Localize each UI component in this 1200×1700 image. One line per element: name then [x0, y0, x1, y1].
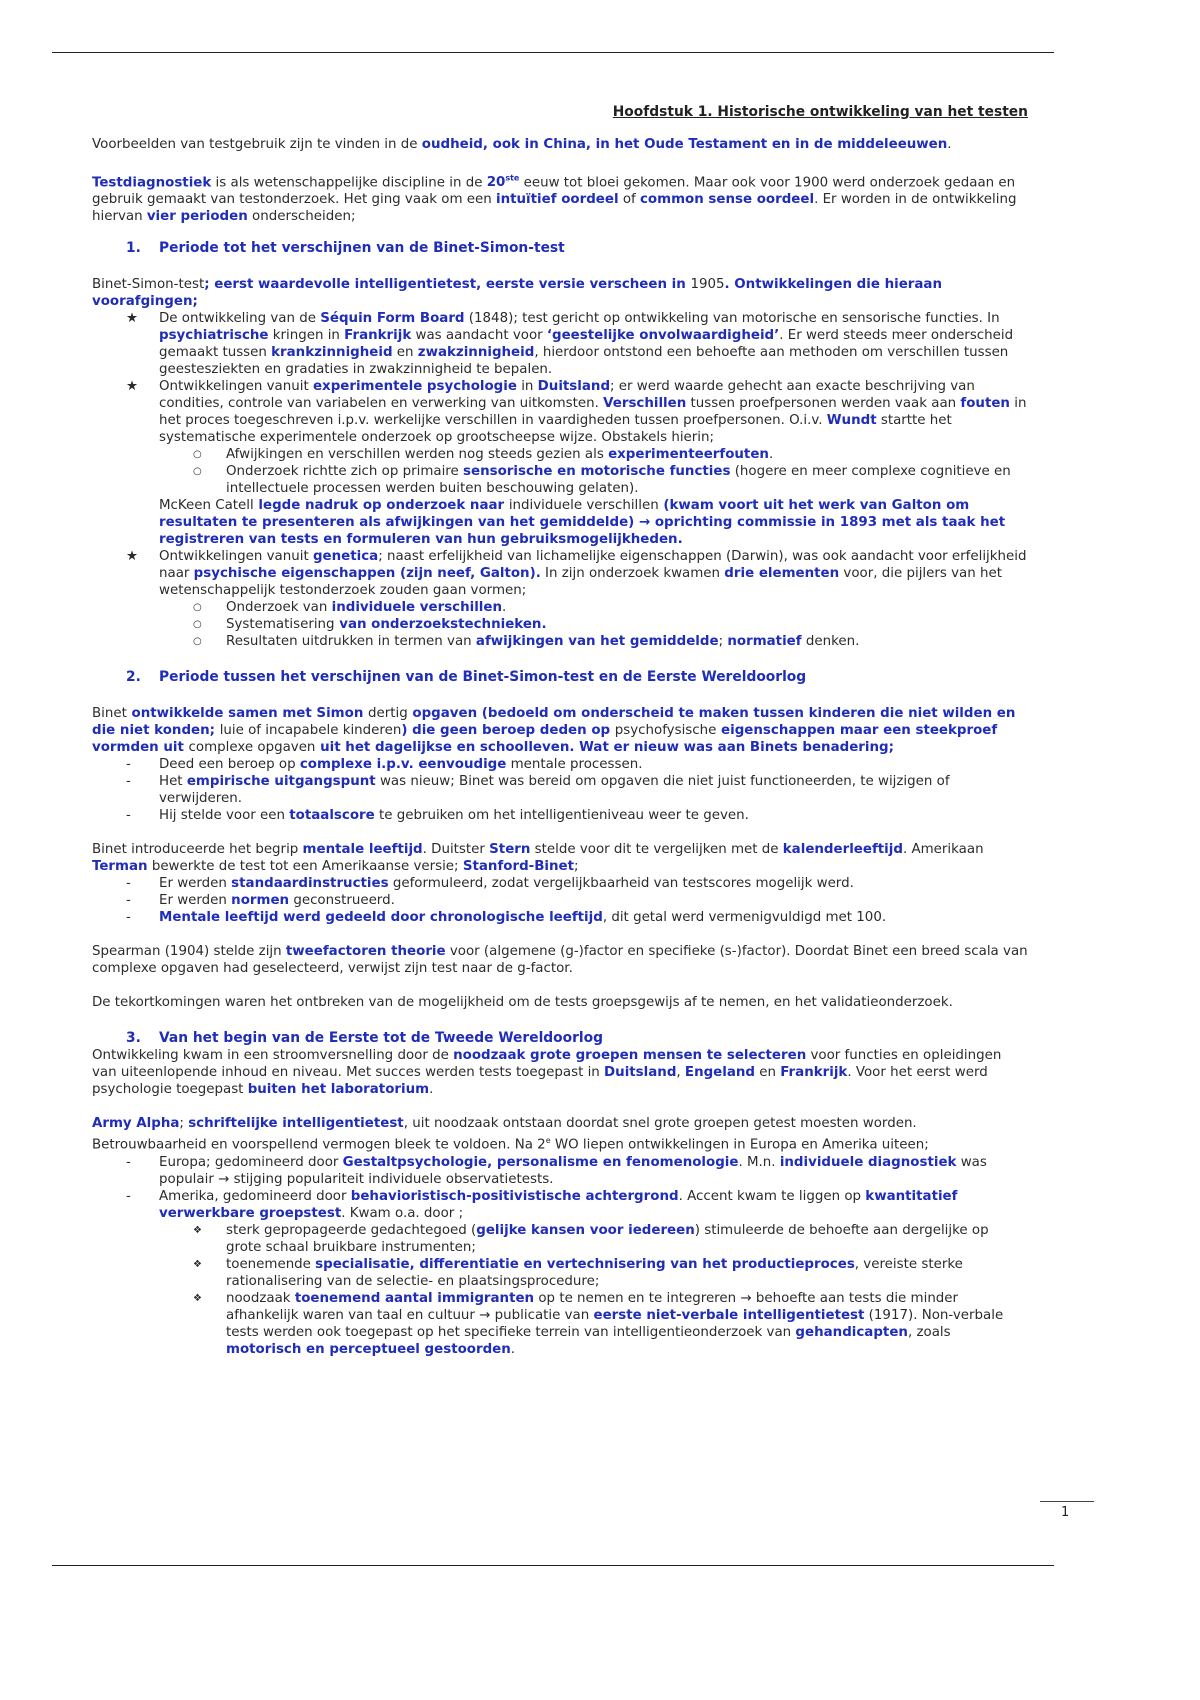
text: ; naast erfelijkheid van lichamelijke eigenschappen (Darwin), was ook aandacht voor erfelijkheid naar [159, 549, 1027, 582]
intro-paragraph-1 [92, 136, 1028, 153]
term: zwakzinnigheid [417, 345, 535, 361]
term: psychiatrische [159, 328, 269, 344]
term: Wundt [826, 413, 877, 429]
list-item: - Amerika, gedomineerd door behavioristisch-positivistische achtergrond. Accent kwam te liggen op kwantitatief verwerkbare groepstest. Kwam o.a. door ; ❖ sterk gepropageerde gedachtegoed (gelijke kansen voor iedereen) stimuleerde de behoefte aan dergelijke op grote schaal bruikbare instrumenten; ❖ toenemende specialisatie, differentiatie en vertechnisering van het productieproces, vereiste sterke rationalisering van de selectie- en plaatsingsprocedure; ❖ noodzaak toenemend aantal immigranten op te nemen en te integreren → behoefte aan tests die minder afhankelijk waren van taal en cultuur → publicatie van eerste niet-verbale intelligentietest (1917). Non-verbale tests werden ook toegepast op het specifieke terrein van intelligentieonderzoek van gehandicapten, zoals motorisch en perceptueel gestoorden. [92, 1188, 1028, 1358]
chapter-title: Hoofdstuk 1. Historische ontwikkeling van het testen [612, 104, 1028, 120]
text: dertig [368, 706, 408, 722]
section-heading-1: 1. Periode tot het verschijnen van de Binet-Simon-test [126, 240, 565, 257]
term: (kwam voort uit het werk van Galton om resultaten te presenteren als afwijkingen van het gemiddelde) → oprichting commissie in 1893 met als taak het registreren van tests en formuleren van hun gebruiksmogelijkheden. [159, 498, 1006, 548]
text: . M.n. [738, 1154, 780, 1170]
text: Binet-Simon-test [92, 277, 205, 293]
term: behavioristisch-positivistische achtergrond [350, 1188, 679, 1204]
text: De ontwikkeling van de [159, 311, 321, 327]
section-heading-3: 3. Van het begin van de Eerste tot de Tweede Wereldoorlog [126, 1030, 604, 1047]
text: was nieuw; Binet was bereid om opgaven die niet juist functioneerden, te wijzigen of verwijderen. [159, 774, 950, 807]
term: individuele verschillen [331, 600, 503, 616]
text: . [947, 137, 952, 152]
text: stelde voor dit te vergelijken met de [530, 842, 783, 858]
text: tussen proefpersonen werden vaak aan [686, 396, 961, 412]
term: ontwikkelde samen met Simon [126, 706, 369, 722]
section-2-list-1 [92, 756, 1028, 824]
term: totaalscore [289, 808, 375, 824]
text: denken. [801, 634, 860, 650]
list-item: ○ Systematisering van onderzoekstechnieken. [193, 617, 547, 633]
list-item: - Er werden standaardinstructies geformuleerd, zodat vergelijkbaarheid van testscores mogelijk werd. [126, 876, 854, 892]
section-3-paragraph-1 [92, 1047, 1028, 1098]
section-2-list-2 [92, 875, 1028, 926]
term: standaardinstructies [231, 876, 389, 892]
text: Systematisering [226, 617, 335, 633]
term: eigenschappen maar een steekproef vormden uit [92, 723, 998, 756]
term: Engeland [684, 1065, 756, 1081]
text: Binet [92, 706, 127, 722]
list-item: ○ Onderzoek richtte zich op primaire sensorische en motorische functies (hogere en meer complexe cognitieve en intellectuele processen werden buiten beschouwing gelaten). [193, 464, 1011, 497]
term: Duitsland [537, 379, 611, 395]
section-2-paragraph-4 [92, 994, 1028, 1011]
section-1-bullets [92, 310, 1028, 650]
list-item: - Hij stelde voor een totaalscore te gebruiken om het intelligentieniveau weer te geven. [126, 808, 749, 824]
text: . Accent kwam te liggen op [678, 1188, 866, 1204]
term: eerste niet-verbale intelligentietest [593, 1307, 865, 1323]
text: Spearman (1904) stelde zijn [92, 944, 286, 960]
term: Verschillen [603, 396, 687, 412]
text: in [516, 379, 538, 395]
text: psychofysische [614, 723, 717, 739]
term: Frankrijk [344, 328, 412, 344]
term: fouten [960, 396, 1010, 412]
list-item: - Mentale leeftijd werd gedeeld door chronologische leeftijd, dit getal werd vermenigvuldigd met 100. [126, 910, 887, 926]
term: empirische uitgangspunt [186, 774, 376, 790]
section-3-paragraph-2: Army Alpha; schriftelijke intelligentietest, uit noodzaak ontstaan doordat snel grote groepen getest moesten worden. Betrouwbaarheid en voorspellend vermogen bleek te voldoen. Na 2e WO liepen ontwikkelingen in Europa en Amerika uiteen; [92, 1116, 929, 1153]
term: vier perioden [146, 209, 248, 225]
list-item: - Europa; gedomineerd door Gestaltpsychologie, personalisme en fenomenologie. M.n. individuele diagnostiek was populair → stijging populariteit individuele observatietests. [126, 1154, 987, 1187]
text: toenemende [226, 1256, 316, 1272]
text: McKeen Catell [159, 498, 254, 514]
term: common sense oordeel [639, 192, 815, 208]
text: . Amerikaan [902, 842, 984, 858]
text: . Er werd steeds meer onderscheid gemaakt tussen [159, 328, 1014, 361]
term: sensorische en motorische functies [463, 464, 731, 480]
section-2-paragraph-3 [92, 943, 1028, 977]
text: Voorbeelden van testgebruik zijn te vinden in de [92, 137, 422, 152]
term: toenemend aantal immigranten [294, 1290, 535, 1306]
term: uit het dagelijkse en schoolleven. Wat er nieuw was aan Binets benadering; [315, 740, 894, 756]
term: 20ste [486, 174, 520, 191]
text: . [429, 1082, 434, 1098]
term: ‘geestelijke onvolwaardigheid’ [546, 328, 780, 344]
term: individuele diagnostiek [779, 1154, 957, 1170]
text: Afwijkingen en verschillen werden nog steeds gezien als [226, 447, 609, 463]
list-item: - Deed een beroep op complexe i.p.v. eenvoudige mentale processen. [126, 757, 643, 773]
text: voor (algemene (g-)factor en specifieke (s-)factor). Doordat Binet een breed scala van complexe opgaven had geselecteerd, verwijst zijn test naar de g-factor. [92, 944, 1028, 977]
list-item: ★ De ontwikkeling van de Séquin Form Board (1848); test gericht op ontwikkeling van motorische en sensorische functies. In psychiatrische kringen in Frankrijk was aandacht voor ‘geestelijke onvolwaardigheid’. Er werd steeds meer onderscheid gemaakt tussen krankzinnigheid en zwakzinnigheid, hierdoor ontstond een behoefte aan methoden om verschillen tussen geestesziekten en gradaties in zwakzinnigheid te bepalen. [126, 311, 1014, 378]
text: complexe opgaven [188, 740, 316, 756]
text: luie of incapabele kinderen [219, 723, 402, 739]
document-body [92, 104, 1028, 1358]
text: individuele verschillen [508, 498, 659, 514]
text: noodzaak [226, 1290, 295, 1306]
text: 1905 [690, 277, 725, 293]
text: Resultaten uitdrukken in termen van [226, 634, 476, 650]
section-1-intro [92, 276, 1028, 310]
text: Er werden [159, 876, 232, 892]
term: noodzaak grote groepen mensen te selecteren [453, 1048, 807, 1064]
text: Hij stelde voor een [159, 808, 290, 824]
text: en [755, 1065, 781, 1081]
list-item: ○ Afwijkingen en verschillen werden nog steeds gezien als experimenteerfouten. [193, 447, 774, 463]
term: Séquin Form Board [320, 311, 465, 327]
text: in het proces toegeschreven i.p.v. werkelijke verschillen in vaardigheden tussen proefpersonen. O.i.v. [159, 396, 1027, 429]
term: van onderzoekstechnieken. [334, 617, 547, 633]
term: legde nadruk op onderzoek naar [253, 498, 509, 514]
text: Amerika, gedomineerd door [159, 1188, 351, 1204]
list-item: ❖ noodzaak toenemend aantal immigranten op te nemen en te integreren → behoefte aan tests die minder afhankelijk waren van taal en cultuur → publicatie van eerste niet-verbale intelligentietest (1917). Non-verbale tests werden ook toegepast op het specifieke terrein van intelligentieonderzoek van gehandicapten, zoals motorisch en perceptueel gestoorden. [193, 1290, 1004, 1357]
page-number: 1 [1061, 1505, 1070, 1520]
section-2-paragraph-2 [92, 841, 1028, 875]
term: oudheid, ook in China, in het Oude Testament en in de middeleeuwen [421, 137, 948, 152]
text: ; er werd waarde gehecht aan exacte beschrijving van condities, controle van variabelen en verwerking van uitkomsten. [159, 379, 975, 412]
term: normatief [727, 634, 802, 650]
text: voor functies en opleidingen van uiteenlopende inhoud en niveau. Met succes werden tests toegepast in [92, 1048, 1002, 1081]
page-number-rule [1040, 1501, 1094, 1502]
text: Ontwikkeling kwam in een stroomversnelling door de [92, 1048, 454, 1064]
text: Ontwikkelingen vanuit [159, 549, 313, 565]
term: drie elementen [724, 566, 840, 582]
text: . [768, 447, 774, 463]
text: en [392, 345, 418, 361]
term: afwijkingen van het gemiddelde [475, 634, 719, 650]
list-item: ○ Onderzoek van individuele verschillen. [193, 600, 507, 616]
text: voor, die pijlers van het wetenschappelijk testonderzoek zouden gaan vormen; [159, 566, 1002, 599]
term: ; eerst waardevolle intelligentietest, eerste versie verscheen in [204, 277, 691, 293]
section-heading-2: 2. Periode tussen het verschijnen van de Binet-Simon-test en de Eerste Wereldoorlog [126, 669, 807, 686]
text: mentale processen. [506, 757, 643, 773]
term: gehandicapten [795, 1324, 908, 1340]
text: (1917). Non-verbale tests werden ook toegepast op het specifieke terrein van intelligentieonderzoek van [226, 1307, 1004, 1340]
term: Duitsland [604, 1065, 677, 1081]
list-item: - Het empirische uitgangspunt was nieuw; Binet was bereid om opgaven die niet juist functioneerden, te wijzigen of verwijderen. [126, 774, 950, 807]
text: was populair → stijging populariteit individuele observatietests. [159, 1154, 987, 1187]
header-rule [52, 52, 1054, 53]
term: Gestaltpsychologie, personalisme en fenomenologie [342, 1154, 739, 1170]
list-item: ❖ toenemende specialisatie, differentiatie en vertechnisering van het productieproces, vereiste sterke rationalisering van de selectie- en plaatsingsprocedure; [193, 1256, 963, 1289]
text: In zijn onderzoek kwamen [540, 566, 725, 582]
term: opgaven (bedoeld om onderscheid te maken tussen kinderen die niet wilden en die niet konden; [92, 706, 1016, 739]
text: Er werden [159, 893, 232, 909]
text: , [676, 1065, 685, 1081]
term: Frankrijk [780, 1065, 848, 1081]
text: geformuleerd, zodat vergelijkbaarheid van testscores mogelijk werd. [388, 876, 854, 892]
term: ) die geen beroep deden op [401, 723, 615, 739]
text: sterk gepropageerde gedachtegoed ( [226, 1222, 477, 1238]
text: , vereiste sterke rationalisering van de selectie- en plaatsingsprocedure; [226, 1256, 963, 1289]
text: Europa; gedomineerd door [159, 1154, 343, 1170]
text: . [502, 600, 507, 616]
term: intuïtief oordeel [496, 192, 619, 208]
term: experimentele psychologie [312, 379, 517, 395]
term: Stanford-Binet [462, 859, 575, 875]
text: . [510, 1341, 516, 1357]
term: genetica [312, 549, 379, 565]
list-item: ○ Resultaten uitdrukken in termen van afwijkingen van het gemiddelde; normatief denken. [193, 634, 860, 650]
text: ; [574, 859, 579, 875]
footer-rule [52, 1565, 1054, 1566]
text: . Kwam o.a. door ; [341, 1205, 464, 1221]
term: mentale leeftijd [302, 842, 423, 858]
text: kringen in [268, 328, 345, 344]
term: motorisch en perceptueel gestoorden [226, 1341, 511, 1357]
term: specialisatie, differentiatie en vertechnisering van het productieproces [315, 1256, 855, 1272]
list-item: ★ Ontwikkelingen vanuit experimentele psychologie in Duitsland; er werd waarde gehecht aan exacte beschrijving van condities, controle van variabelen en verwerking van uitkomsten. Verschillen tussen proefpersonen werden vaak aan fouten in het proces toegeschreven i.p.v. werkelijke verschillen in vaardigheden tussen proefpersonen. O.i.v. Wundt startte het systematische experimentele onderzoek op grootscheepse wijze. Obstakels hierin; ○ Afwijkingen en verschillen werden nog steeds gezien als experimenteerfouten. ○ Onderzoek richtte zich op primaire sensorische en motorische functies (hogere en meer complexe cognitieve en intellectuele processen werden buiten beschouwing gelaten). McKeen Catell legde nadruk op onderzoek naar individuele verschillen (kwam voort uit het werk van Galton om resultaten te presenteren als afwijkingen van het gemiddelde) → oprichting commissie in 1893 met als taak het registreren van tests en formuleren van hun gebruiksmogelijkheden. [92, 378, 1028, 548]
text: Deed een beroep op [159, 757, 300, 773]
text: ) stimuleerde de behoefte aan dergelijke op grote schaal bruikbare instrumenten; [226, 1222, 989, 1255]
term: kalenderleeftijd [782, 842, 903, 858]
term: gelijke kansen voor iedereen [476, 1222, 695, 1238]
text: . Duitster [422, 842, 490, 858]
text: , hierdoor ontstond een behoefte aan methoden om verschillen tussen geestesziekten en gradaties in zwakzinnigheid te bepalen. [159, 345, 1009, 378]
text: . Voor het eerst werd psychologie toegepast [92, 1065, 988, 1098]
text: (hogere en meer complexe cognitieve en intellectuele processen werden buiten beschouwing gelaten). [226, 464, 1011, 497]
term: Stern [489, 842, 531, 858]
term: tweefactoren theorie [285, 944, 446, 960]
term: Testdiagnostiek [92, 175, 212, 191]
term: complexe i.p.v. eenvoudige [299, 757, 507, 773]
term: normen [231, 893, 290, 909]
term: kwantitatief verwerkbare groepstest [159, 1188, 958, 1221]
text: Binet introduceerde het begrip [92, 842, 303, 858]
text: op te nemen en te integreren → behoefte aan tests die minder afhankelijk waren van taal en cultuur → publicatie van [226, 1290, 959, 1323]
text: , zoals [907, 1324, 951, 1340]
text: Onderzoek van [226, 600, 332, 616]
term: psychische eigenschappen (zijn neef, Galton). [193, 566, 541, 582]
intro-paragraph-2: Testdiagnostiek is als wetenschappelijke discipline in de 20ste eeuw tot bloei gekomen. Maar ook voor 1900 werd onderzoek gedaan en gebruik gemaakt van testonderzoek. Het ging vaak om een intuïtief oordeel of common sense oordeel. Er worden in de ontwikkeling hiervan vier perioden onderscheiden; [92, 174, 1017, 225]
term: . Ontwikkelingen die hieraan voorafgingen; [92, 277, 942, 310]
text: De tekortkomingen waren het ontbreken van de mogelijkheid om de tests groepsgewijs af te nemen, en het validatieonderzoek. [92, 995, 953, 1011]
list-continuation [159, 497, 1028, 548]
text: , dit getal werd vermenigvuldigd met 100. [602, 910, 887, 926]
term: Terman [92, 859, 148, 875]
text: geconstrueerd. [289, 893, 395, 909]
text: bewerkte de test tot een Amerikaanse versie; [147, 859, 463, 875]
text: Onderzoek richtte zich op primaire [226, 464, 464, 480]
text: was aandacht voor [411, 328, 547, 344]
section-3-list [92, 1154, 1028, 1358]
text: startte het systematische experimentele onderzoek op grootscheepse wijze. Obstakels hierin; [159, 413, 952, 446]
text: Ontwikkelingen vanuit [159, 379, 313, 395]
list-item: - Er werden normen geconstrueerd. [126, 893, 395, 909]
list-item: ★ Ontwikkelingen vanuit genetica; naast erfelijkheid van lichamelijke eigenschappen (Darwin), was ook aandacht voor erfelijkheid naar psychische eigenschappen (zijn neef, Galton). In zijn onderzoek kwamen drie elementen voor, die pijlers van het wetenschappelijk testonderzoek zouden gaan vormen; ○ Onderzoek van individuele verschillen. ○ Systematisering van onderzoekstechnieken. ○ Resultaten uitdrukken in termen van afwijkingen van het gemiddelde; normatief denken. [92, 548, 1028, 650]
term: experimenteerfouten [608, 447, 769, 463]
text: (1848); test gericht op ontwikkeling van motorische en sensorische functies. In [464, 311, 1000, 327]
term: krankzinnigheid [271, 345, 393, 361]
term: buiten het laboratorium [247, 1082, 430, 1098]
term: Mentale leeftijd werd gedeeld door chronologische leeftijd [159, 910, 603, 926]
list-item: ❖ sterk gepropageerde gedachtegoed (gelijke kansen voor iedereen) stimuleerde de behoefte aan dergelijke op grote schaal bruikbare instrumenten; [193, 1222, 989, 1255]
text: ; [718, 634, 728, 650]
text: Het [159, 774, 187, 790]
text: te gebruiken om het intelligentieniveau weer te geven. [374, 808, 749, 824]
section-2-paragraph-1 [92, 705, 1028, 756]
